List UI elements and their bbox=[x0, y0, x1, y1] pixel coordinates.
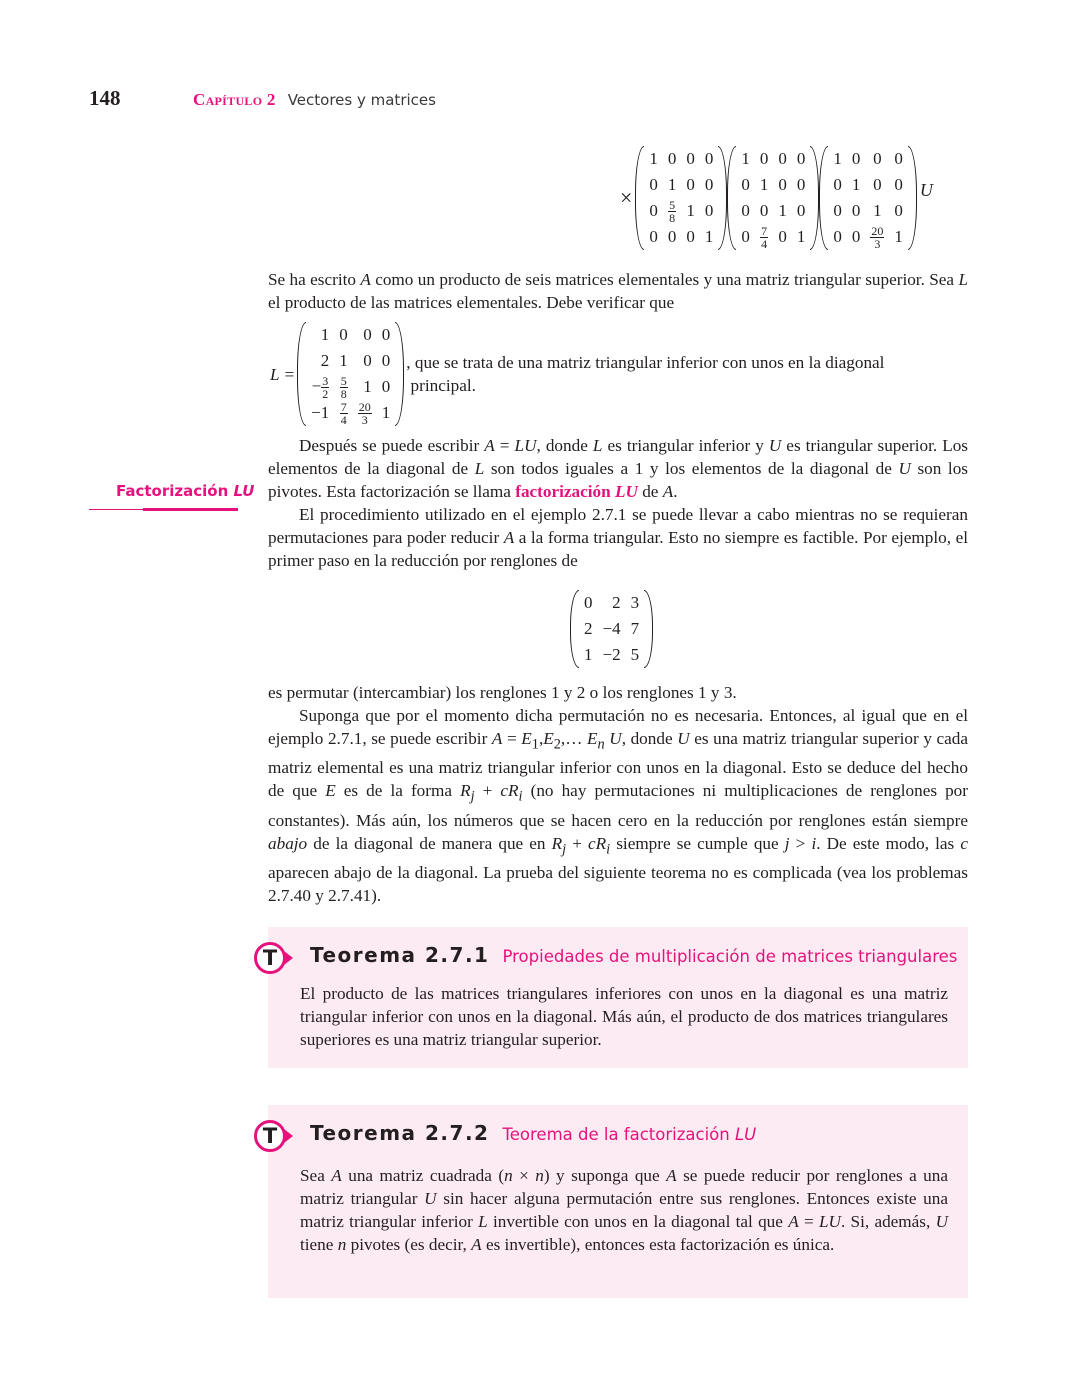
matrix-entry: 1 bbox=[363, 377, 372, 396]
matrix-entry: 0 bbox=[833, 227, 842, 246]
matrix-entry: $\frac{20}{3}$ bbox=[871, 223, 884, 251]
matrix bbox=[819, 146, 917, 250]
matrix-entry: 0 bbox=[339, 325, 348, 344]
matrix-entry: 1 bbox=[873, 201, 882, 220]
margin-note-rule-accent bbox=[143, 508, 238, 511]
matrix-entry: 5 bbox=[630, 645, 640, 664]
matrix-entry: 1 bbox=[320, 325, 330, 344]
matrix-entry: 0 bbox=[584, 593, 593, 612]
matrix-entry: $\frac{20}{3}$ bbox=[358, 399, 371, 427]
matrix-entry: 0 bbox=[873, 175, 882, 194]
theorem-text: El producto de las matrices triangulares inferiores con unos en la diagonal es una matriz triangular inferior con unos en la diagonal. Más aún, el producto de dos matrices triangulares superiores es una matriz triangular superior. bbox=[300, 984, 948, 1049]
matrix-entry: 0 bbox=[851, 227, 861, 246]
matrix-entry: 0 bbox=[778, 227, 787, 246]
paragraph: Suponga que por el momento dicha permutación no es necesaria. Entonces, al igual que en el ejemplo 2.7.1, se puede escribir $A = E_1,E_2,\dots$ $E_n$ U, donde U es una matriz triangular superior y cada matriz elemental es una matriz triangular inferior con unos en la diagonal. Esto se deduce del hecho de que E es de la forma $R_j + cR_i$ (no hay permutaciones ni multiplicaciones de renglones por constantes). Más aún, los números que se hacen cero en la reducción por renglones están siempre abajo de la diagonal de manera que en $R_j + cR_i$ siempre se cumple que j > i. De este modo, las c aparecen abajo de la diagonal. La prueba del siguiente teorema no es complicada (vea los problemas 2.7.40 y 2.7.41). bbox=[268, 706, 969, 906]
chapter-title: Vectores y matrices bbox=[287, 91, 436, 109]
running-header bbox=[193, 90, 436, 110]
matrix-entry: 0 bbox=[381, 377, 391, 396]
matrix-entry: 0 bbox=[686, 175, 695, 194]
paragraph: Después se puede escribir A = LU, donde L es triangular inferior y U es triangular superior. Los elementos de la diagonal de L son todos iguales a 1 y los elementos de la diagonal de U son los pivotes. Esta factorización se llama factorización LU de A. bbox=[268, 436, 968, 501]
matrix-entry: − $\frac{3}{2}$ bbox=[311, 373, 329, 401]
matrix bbox=[570, 590, 653, 668]
matrix-entry: 0 bbox=[704, 149, 714, 168]
matrix-entry: 1 bbox=[796, 227, 806, 246]
times-symbol: × bbox=[620, 185, 633, 210]
matrix-entry: 1 bbox=[704, 227, 714, 246]
theorem-heading bbox=[310, 1121, 756, 1146]
matrix-entry: 1 bbox=[759, 175, 769, 194]
matrix-entry: 1 bbox=[584, 645, 593, 664]
theorem-label: Teorema 2.7.2 bbox=[310, 1121, 490, 1145]
matrix-entry: 0 bbox=[741, 227, 750, 246]
matrix-entry: $\frac{5}{8}$ bbox=[669, 197, 676, 225]
matrix bbox=[727, 146, 819, 250]
matrix-entry: 0 bbox=[741, 201, 750, 220]
matrix-entry: 0 bbox=[759, 201, 769, 220]
matrix-entry: 0 bbox=[649, 227, 658, 246]
matrix-entry: 0 bbox=[649, 175, 658, 194]
matrix-entry: 1 bbox=[381, 403, 391, 422]
matrix-entry: $\frac{7}{4}$ bbox=[340, 399, 347, 427]
paragraph: El procedimiento utilizado en el ejemplo 2.7.1 se puede llevar a cabo mientras no se requieran permutaciones para poder reducir A a la forma triangular. Esto no siempre es factible. Por ejemplo, el primer paso en la reducción por renglones de bbox=[268, 505, 968, 570]
matrix-entry: 0 bbox=[667, 149, 677, 168]
paragraph: es permutar (intercambiar) los renglones 1 y 2 o los renglones 1 y 3. bbox=[268, 683, 737, 702]
matrix-entry: 1 bbox=[649, 149, 658, 168]
matrix-entry: 0 bbox=[833, 175, 842, 194]
paragraph: Se ha escrito A como un producto de seis matrices elementales y una matriz triangular superior. Sea L el producto de las matrices elementales. Debe verificar que bbox=[268, 270, 968, 312]
matrix-entry: 1 bbox=[686, 201, 695, 220]
matrix-entry: 0 bbox=[741, 175, 750, 194]
theorem-title: Teorema de la factorización LU bbox=[502, 1125, 757, 1144]
matrix-entry: −4 bbox=[602, 619, 621, 638]
matrix-entry: 0 bbox=[363, 351, 372, 370]
matrix-entry: 7 bbox=[630, 619, 640, 638]
matrix-entry: 1 bbox=[741, 149, 750, 168]
matrix-entry: 0 bbox=[778, 175, 787, 194]
L-matrix-description: , que se trata de una matriz triangular inferior con unos en la diagonal principal. bbox=[406, 353, 885, 395]
matrix-entry: 0 bbox=[796, 149, 806, 168]
theorem-title: Propiedades de multiplicación de matrices triangulares bbox=[502, 947, 958, 966]
matrix-entry: 0 bbox=[851, 149, 861, 168]
matrix-entry: 0 bbox=[704, 201, 714, 220]
matrix-entry: 0 bbox=[796, 201, 806, 220]
matrix-entry: $\frac{5}{8}$ bbox=[340, 373, 347, 401]
page-number: 148 bbox=[89, 86, 121, 110]
elementary-matrices-product bbox=[620, 146, 933, 250]
matrix-entry: 0 bbox=[686, 227, 695, 246]
matrix-entry: 1 bbox=[894, 227, 903, 246]
matrix-entry: 0 bbox=[873, 149, 882, 168]
matrix-entry: 2 bbox=[612, 593, 621, 612]
matrix-entry: 0 bbox=[667, 227, 677, 246]
theorem-box bbox=[262, 927, 968, 1068]
theorem-icon bbox=[248, 940, 298, 976]
matrix-entry: 1 bbox=[339, 351, 348, 370]
matrix-entry: 0 bbox=[778, 149, 787, 168]
chapter-label: Capítulo 2 bbox=[193, 90, 276, 109]
L-label: L = bbox=[270, 364, 296, 384]
matrix-entry: 0 bbox=[704, 175, 714, 194]
theorem-box bbox=[262, 1105, 968, 1298]
matrix-entry: 3 bbox=[630, 593, 640, 612]
L-matrix-equation bbox=[270, 322, 970, 426]
matrix-entry: 1 bbox=[778, 201, 787, 220]
matrix bbox=[635, 146, 727, 250]
matrix-entry: 0 bbox=[894, 201, 903, 220]
matrix-entry: 0 bbox=[363, 325, 372, 344]
matrix bbox=[297, 322, 404, 426]
matrix-entry: 0 bbox=[759, 149, 769, 168]
svg-text:T: T bbox=[262, 1124, 278, 1148]
matrix-entry: 1 bbox=[851, 175, 861, 194]
matrix-entry: −2 bbox=[602, 645, 621, 664]
matrix-entry: −1 bbox=[311, 403, 330, 422]
theorem-label: Teorema 2.7.1 bbox=[310, 943, 490, 967]
matrix-entry: $\frac{7}{4}$ bbox=[761, 223, 768, 251]
matrix-entry: 0 bbox=[833, 201, 842, 220]
matrix-entry: 0 bbox=[894, 175, 903, 194]
matrix-entry: 1 bbox=[667, 175, 677, 194]
matrix-entry: 0 bbox=[649, 201, 658, 220]
matrix-entry: 0 bbox=[851, 201, 861, 220]
term-lu-factorization: factorización LU bbox=[515, 482, 638, 501]
matrix-entry: 2 bbox=[584, 619, 593, 638]
matrix-entry: 1 bbox=[833, 149, 842, 168]
matrix-entry: 0 bbox=[686, 149, 695, 168]
theorem-heading bbox=[310, 943, 957, 968]
matrix-entry: 0 bbox=[796, 175, 806, 194]
matrix-entry: 0 bbox=[381, 325, 391, 344]
matrix-entry: 0 bbox=[894, 149, 903, 168]
example-matrix bbox=[570, 590, 653, 668]
svg-text:T: T bbox=[262, 946, 278, 970]
theorem-text: Sea A una matriz cuadrada (n × n) y suponga que A se puede reducir por renglones a una matriz triangular U sin hacer alguna permutación entre sus renglones. Entonces existe una matriz triangular inferior L invertible con unos en la diagonal tal que A = LU. Si, además, U tiene n pivotes (es decir, A es invertible), entonces esta factorización es única. bbox=[300, 1166, 948, 1254]
theorem-icon bbox=[248, 1118, 298, 1154]
margin-note: Factorización LU bbox=[116, 482, 255, 500]
matrix-entry: 0 bbox=[381, 351, 391, 370]
matrix-entry: 2 bbox=[320, 351, 330, 370]
matrix-U-label: U bbox=[919, 179, 933, 200]
